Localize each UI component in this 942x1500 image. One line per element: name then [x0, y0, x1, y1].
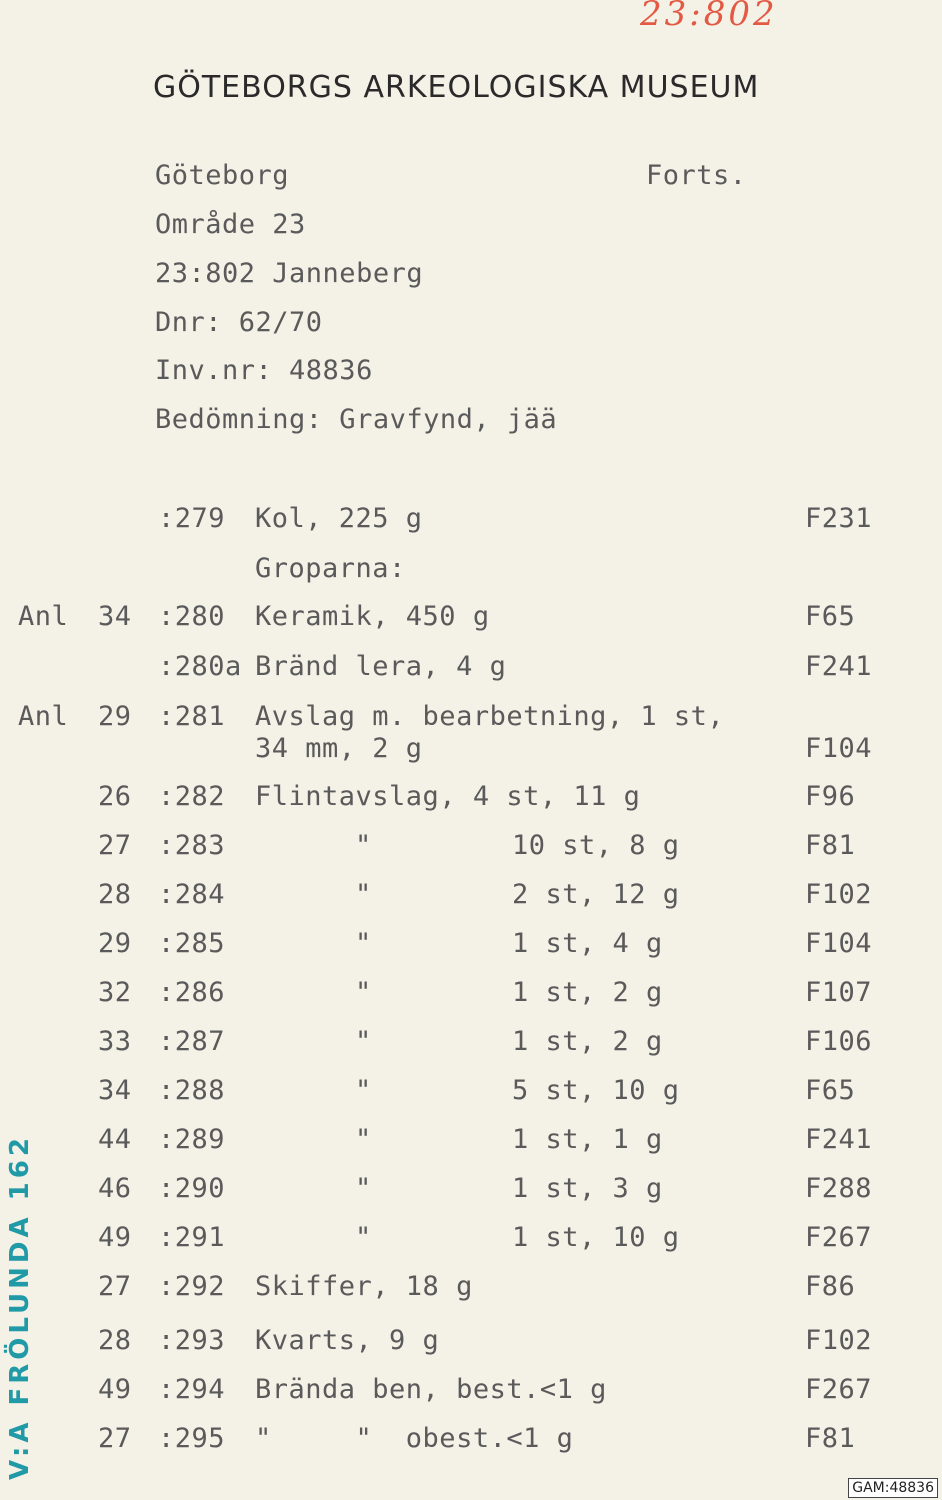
entry-desc: " — [355, 1173, 372, 1204]
entry-code: :283 — [158, 830, 226, 861]
entry-desc: " — [355, 977, 372, 1008]
entry-num: 46 — [98, 1173, 132, 1204]
entry-qty: 2 st, 12 g — [512, 879, 680, 910]
entry-code: :282 — [158, 781, 226, 812]
entry-qty: 5 st, 10 g — [512, 1075, 680, 1106]
entry-desc: Flintavslag, 4 st, 11 g — [255, 781, 641, 812]
entry-desc: " — [355, 879, 372, 910]
entry-f: F86 — [805, 1271, 856, 1302]
side-stamp: V:A FRÖLUNDA 162 — [5, 1134, 35, 1480]
entry-num: 27 — [98, 1271, 132, 1302]
entry-code: :292 — [158, 1271, 226, 1302]
entry-code: :289 — [158, 1124, 226, 1155]
entry-num: 33 — [98, 1026, 132, 1057]
entry-f: F241 — [805, 651, 873, 682]
entry-desc: Bränd lera, 4 g — [255, 651, 507, 682]
entry-anl: Anl — [18, 601, 69, 632]
entry-f: F106 — [805, 1026, 873, 1057]
entry-qty: 10 st, 8 g — [512, 830, 680, 861]
entry-f: F102 — [805, 1325, 873, 1356]
entry-f: F241 — [805, 1124, 873, 1155]
entry-num: 34 — [98, 1075, 132, 1106]
entry-desc: Kvarts, 9 g — [255, 1325, 440, 1356]
entry-f: F81 — [805, 1423, 856, 1454]
entry-num: 32 — [98, 977, 132, 1008]
entry-f: F267 — [805, 1374, 873, 1405]
entry-desc: Brända ben, best.<1 g — [255, 1374, 607, 1405]
entry-code: :284 — [158, 879, 226, 910]
entry-desc: " — [355, 1124, 372, 1155]
entry-qty: 1 st, 4 g — [512, 928, 663, 959]
entry-desc: " " obest.<1 g — [255, 1423, 574, 1454]
entry-f: F288 — [805, 1173, 873, 1204]
entry-desc: " — [355, 830, 372, 861]
header-city: Göteborg — [155, 160, 290, 191]
entry-code: :286 — [158, 977, 226, 1008]
entry-f: F267 — [805, 1222, 873, 1253]
entry-qty: 1 st, 2 g — [512, 977, 663, 1008]
header-continued: Forts. — [646, 160, 747, 191]
entry-num: 27 — [98, 1423, 132, 1454]
entry-num: 29 — [98, 928, 132, 959]
entry-num: 26 — [98, 781, 132, 812]
entry-f: F65 — [805, 601, 856, 632]
entry-desc: Kol, 225 g — [255, 503, 423, 534]
entry-desc: " — [355, 1075, 372, 1106]
entry-code: :280a — [158, 651, 242, 682]
entry-f: F81 — [805, 830, 856, 861]
entry-qty: 1 st, 2 g — [512, 1026, 663, 1057]
entry-code: :288 — [158, 1075, 226, 1106]
entry-desc: Skiffer, 18 g — [255, 1271, 473, 1302]
entry-qty: 1 st, 10 g — [512, 1222, 680, 1253]
entry-code: :294 — [158, 1374, 226, 1405]
entry-code: :280 — [158, 601, 226, 632]
header-assessment: Bedömning: Gravfynd, jää — [155, 404, 558, 435]
entry-f: F65 — [805, 1075, 856, 1106]
header-inv: Inv.nr: 48836 — [155, 355, 373, 386]
entry-desc: " — [355, 1222, 372, 1253]
entry-qty: 1 st, 3 g — [512, 1173, 663, 1204]
entry-qty: 1 st, 1 g — [512, 1124, 663, 1155]
entry-desc: " — [355, 1026, 372, 1057]
entry-f: F107 — [805, 977, 873, 1008]
entry-num: 49 — [98, 1222, 132, 1253]
entry-code: :295 — [158, 1423, 226, 1454]
header-area: Område 23 — [155, 209, 306, 240]
entry-desc: Avslag m. bearbetning, 1 st, — [255, 701, 725, 732]
entry-code: :287 — [158, 1026, 226, 1057]
header-dnr: Dnr: 62/70 — [155, 307, 323, 338]
entry-code: :290 — [158, 1173, 226, 1204]
header-site: 23:802 Janneberg — [155, 258, 424, 289]
entry-code: :291 — [158, 1222, 226, 1253]
entry-code: :293 — [158, 1325, 226, 1356]
entry-num: 44 — [98, 1124, 132, 1155]
entry-num: 27 — [98, 830, 132, 861]
stamp-number: 23:802 — [640, 0, 778, 34]
entry-code: :279 — [158, 503, 226, 534]
entry-num: 34 — [98, 601, 132, 632]
entry-num: 28 — [98, 879, 132, 910]
entry-num: 49 — [98, 1374, 132, 1405]
entry-desc: " — [355, 928, 372, 959]
museum-name: GÖTEBORGS ARKEOLOGISKA MUSEUM — [153, 70, 760, 105]
entry-f: F96 — [805, 781, 856, 812]
entry-f: F104 — [805, 928, 873, 959]
image-reference: GAM:48836 — [848, 1478, 938, 1498]
entry-f: F104 — [805, 733, 873, 764]
entry-code: :285 — [158, 928, 226, 959]
entry-f: F102 — [805, 879, 873, 910]
entry-anl: Anl — [18, 701, 69, 732]
entry-num: 28 — [98, 1325, 132, 1356]
entry-desc: Groparna: — [255, 553, 406, 584]
entry-desc: Keramik, 450 g — [255, 601, 490, 632]
entry-num: 29 — [98, 701, 132, 732]
entry-code: :281 — [158, 701, 226, 732]
entry-f: F231 — [805, 503, 873, 534]
entry-desc: 34 mm, 2 g — [255, 733, 423, 764]
